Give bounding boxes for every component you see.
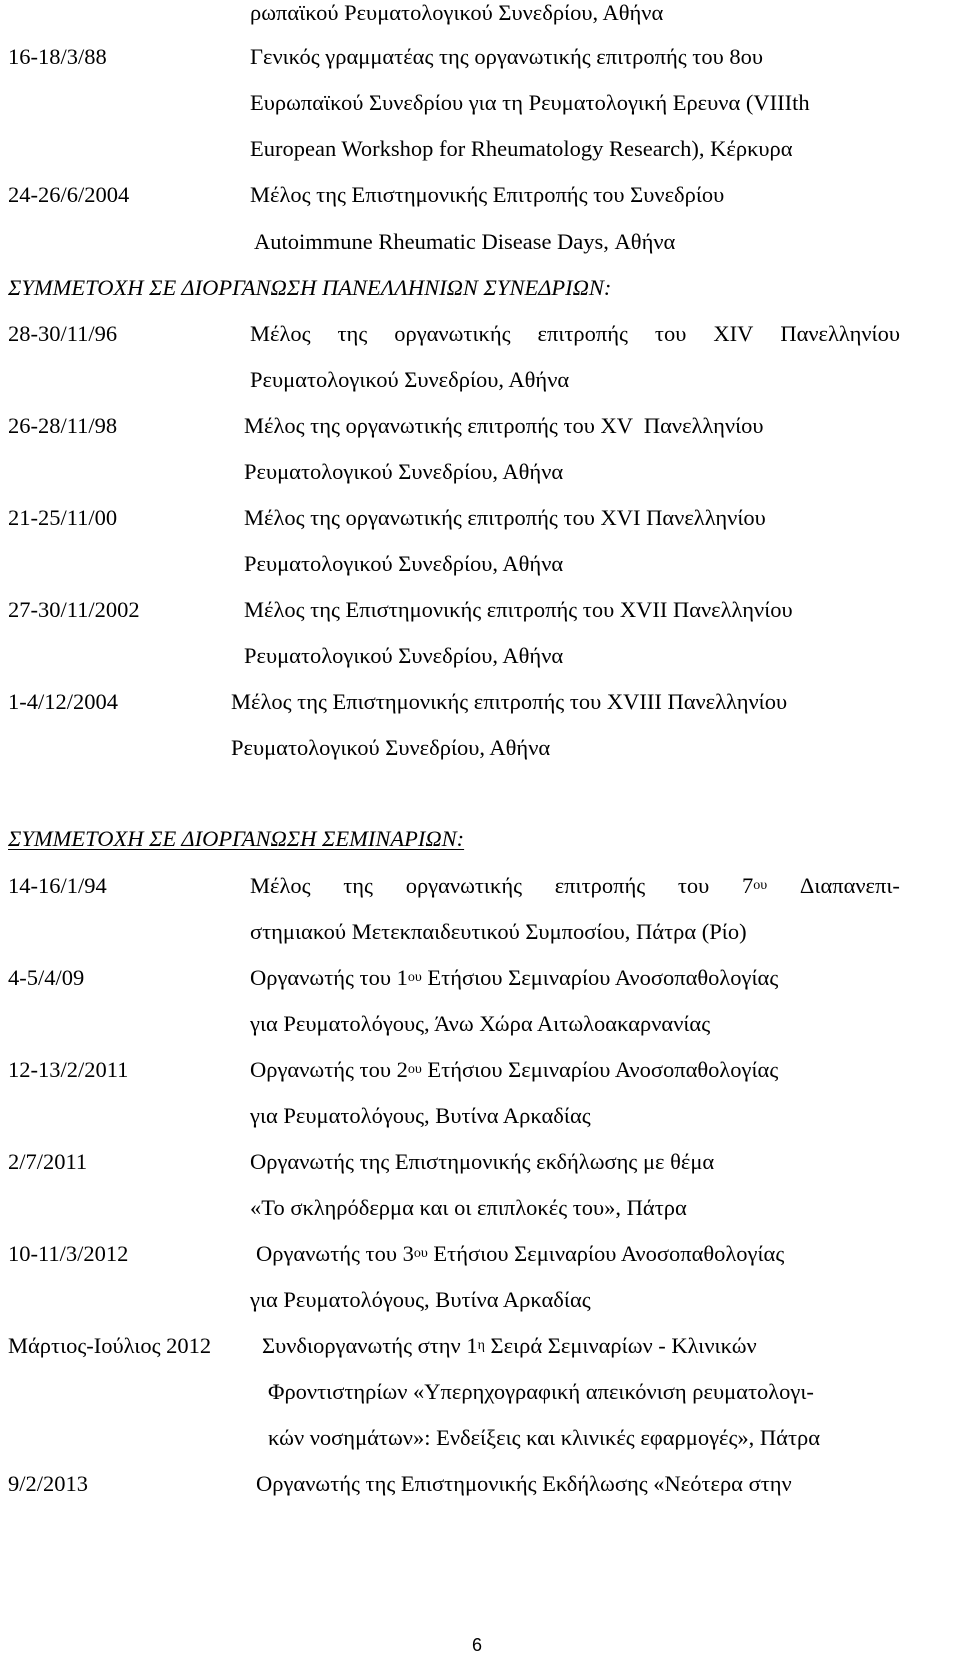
ordinal-suffix: ου [753, 878, 768, 893]
entry-date: 1-4/12/2004 [8, 689, 118, 714]
entry-word: Πανελληνίου [780, 321, 900, 346]
entry-text-post: Ετήσιου Σεμιναρίου Ανοσοπαθολογίας [421, 965, 779, 990]
entry-date: 21-25/11/00 [8, 505, 118, 530]
entry-text: Ρευματολογικού Συνεδρίου, Αθήνα [244, 551, 564, 576]
entry-text: για Ρευματολόγους, Άνω Χώρα Αιτωλοακαρνανίας [250, 1011, 711, 1036]
entry-text: κών νοσημάτων»: Ενδείξεις και κλινικές εφαρμογές», Πάτρα [268, 1425, 820, 1450]
entry-text [262, 1335, 757, 1358]
entry-text: Μέλος της οργανωτικής επιτροπής του XVI Πανελληνίου [244, 505, 766, 530]
entry-text [250, 875, 900, 898]
entry-text: Μέλος της Επιστημονικής επιτροπής του XVIII Πανελληνίου [231, 689, 788, 714]
entry-word: Μέλος [250, 873, 311, 898]
ordinal-suffix: ου [407, 970, 422, 985]
entry-text [256, 1243, 784, 1266]
entry-text: European Workshop for Rheumatology Research), Κέρκυρα [250, 136, 793, 161]
entry-word: οργανωτικής [405, 873, 522, 898]
entry-text-post: Ετήσιου Σεμιναρίου Ανοσοπαθολογίας [421, 1057, 779, 1082]
entry-text [250, 1059, 778, 1082]
continuation-line: ρωπαϊκού Ρευματολογικού Συνεδρίου, Αθήνα [250, 0, 664, 25]
entry-word: του [677, 873, 710, 898]
entry-date: Μάρτιος-Ιούλιος 2012 [8, 1333, 212, 1358]
entry-text: Autoimmune Rheumatic Disease Days, Αθήνα [254, 229, 676, 254]
entry-date: 26-28/11/98 [8, 413, 118, 438]
entry-word: της [337, 321, 368, 346]
entry-word: οργανωτικής [394, 321, 511, 346]
entry-text: Οργανωτής της Επιστημονικής Εκδήλωσης «Νεότερα στην [256, 1471, 792, 1496]
entry-date: 12-13/2/2011 [8, 1057, 129, 1082]
entry-text-pre: Οργανωτής του 2 [250, 1057, 408, 1082]
entry-text: Μέλος της Επιστημονικής Επιτροπής του Συνεδρίου [250, 182, 725, 207]
entry-word: του [654, 321, 687, 346]
entry-text: Μέλος της οργανωτικής επιτροπής του XV Πανελληνίου [244, 413, 764, 438]
entry-word: Μέλος [250, 321, 311, 346]
entry-text: για Ρευματολόγους, Βυτίνα Αρκαδίας [250, 1103, 591, 1128]
entry-date: 10-11/3/2012 [8, 1241, 129, 1266]
entry-date: 24-26/6/2004 [8, 182, 130, 207]
entry-text: Ρευματολογικού Συνεδρίου, Αθήνα [244, 459, 564, 484]
section-heading: ΣΥΜΜΕΤΟΧΗ ΣΕ ΔΙΟΡΓΑΝΩΣΗ ΠΑΝΕΛΛΗΝΙΩΝ ΣΥΝΕΔΡΙΩΝ: [8, 275, 612, 300]
entry-word: επιτροπής [554, 873, 646, 898]
entry-date: 27-30/11/2002 [8, 597, 140, 622]
entry-text-post: Σειρά Σεμιναρίων - Κλινικών [484, 1333, 757, 1358]
entry-text: Οργανωτής της Επιστημονικής εκδήλωσης με θέμα [250, 1149, 715, 1174]
ordinal-suffix: ου [407, 1062, 422, 1077]
entry-text: στημιακού Μετεκπαιδευτικού Συμποσίου, Πάτρα (Ρίο) [250, 919, 747, 944]
entry-date: 16-18/3/88 [8, 44, 107, 69]
entry-text-pre: Συνδιοργανωτής στην 1 [262, 1333, 478, 1358]
entry-text: Ρευματολογικού Συνεδρίου, Αθήνα [231, 735, 551, 760]
entry-text: Μέλος της Επιστημονικής επιτροπής του XVII Πανελληνίου [244, 597, 793, 622]
page-number: 6 [472, 1635, 483, 1655]
ordinal-number: 7 [742, 873, 754, 898]
section-heading: ΣΥΜΜΕΤΟΧΗ ΣΕ ΔΙΟΡΓΑΝΩΣΗ ΣΕΜΙΝΑΡΙΩΝ: [8, 826, 465, 851]
entry-text [250, 967, 778, 990]
ordinal-suffix: η [477, 1338, 485, 1353]
entry-word: της [343, 873, 373, 898]
entry-word: επιτροπής [537, 321, 628, 346]
entry-word: XIV [713, 321, 754, 346]
entry-text: Ρευματολογικού Συνεδρίου, Αθήνα [250, 367, 570, 392]
entry-text [250, 323, 900, 346]
entry-text: για Ρευματολόγους, Βυτίνα Αρκαδίας [250, 1287, 591, 1312]
entry-date: 4-5/4/09 [8, 965, 85, 990]
entry-text-pre: Οργανωτής του 3 [256, 1241, 414, 1266]
entry-date: 2/7/2011 [8, 1149, 88, 1174]
entry-text: «Το σκληρόδερμα και οι επιπλοκές του», Πάτρα [250, 1195, 687, 1220]
entry-text: Γενικός γραμματέας της οργανωτικής επιτροπής του 8ου [250, 44, 764, 69]
entry-text-post: Ετήσιου Σεμιναρίου Ανοσοπαθολογίας [427, 1241, 785, 1266]
entry-word: Διαπανεπι- [799, 873, 900, 898]
entry-text-pre: Οργανωτής του 1 [250, 965, 408, 990]
entry-text: Ευρωπαϊκού Συνεδρίου για τη Ρευματολογική Ερευνα (VIIIth [250, 90, 810, 115]
entry-date: 9/2/2013 [8, 1471, 89, 1496]
ordinal-suffix: ου [413, 1246, 428, 1261]
entry-text: Φροντιστηρίων «Υπερηχογραφική απεικόνιση ρευματολογι- [268, 1379, 814, 1404]
entry-text: Ρευματολογικού Συνεδρίου, Αθήνα [244, 643, 564, 668]
entry-date: 14-16/1/94 [8, 873, 107, 898]
entry-date: 28-30/11/96 [8, 321, 118, 346]
entry-word-ordinal [742, 875, 767, 898]
